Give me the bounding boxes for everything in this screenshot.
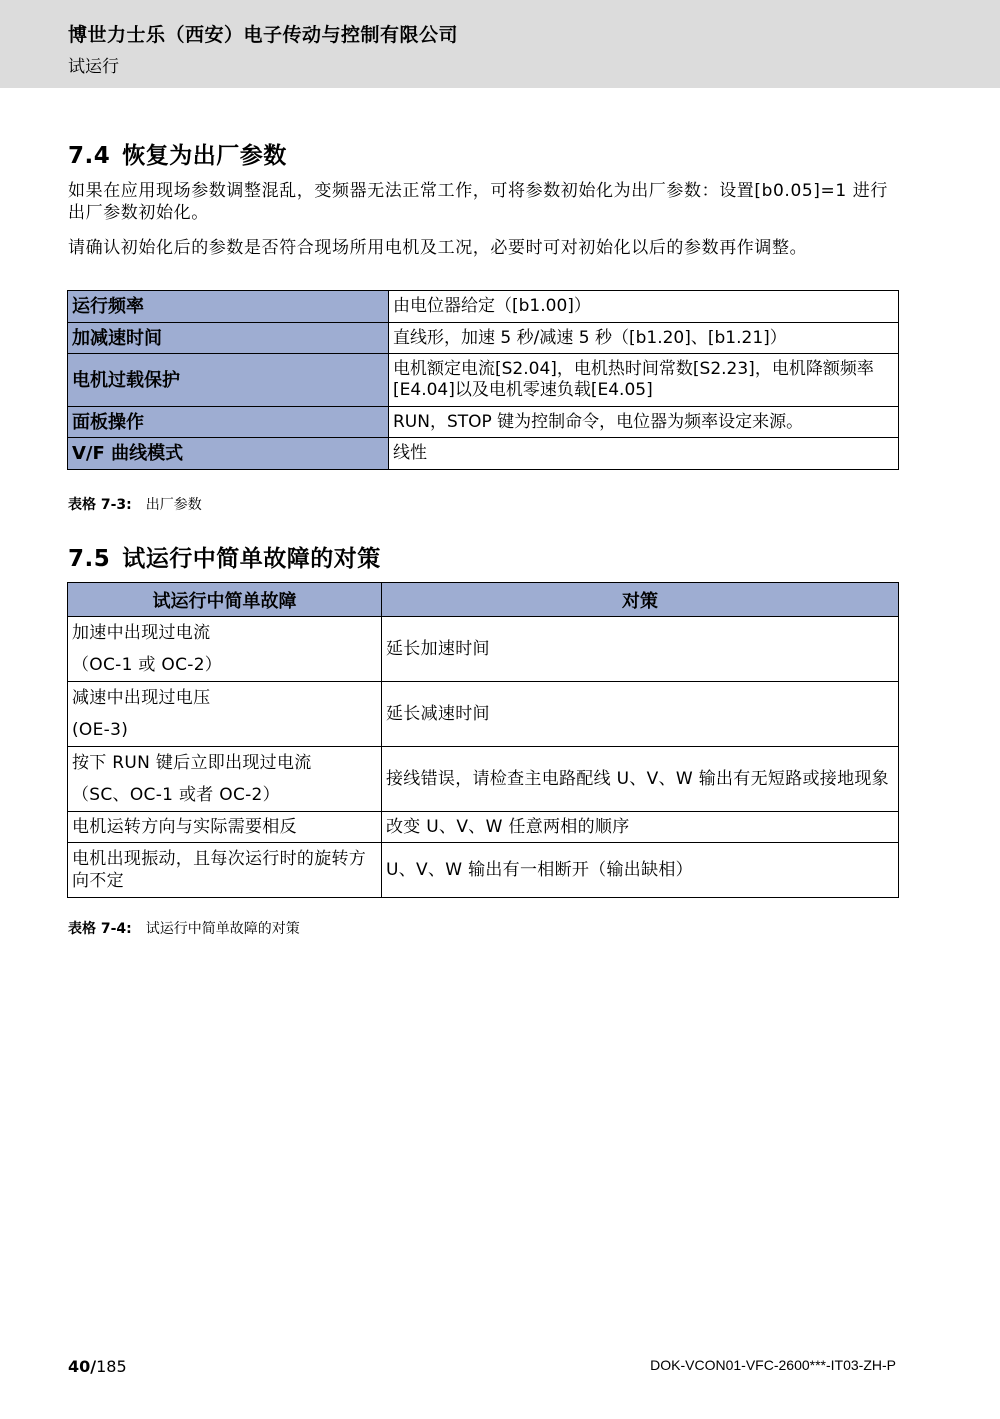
table-caption-7-4 [68, 918, 300, 938]
table-row [68, 438, 899, 470]
param-key: V/F 曲线模式 [68, 438, 389, 470]
param-key: 电机过载保护 [68, 354, 389, 407]
param-value: 电机额定电流[S2.04]，电机热时间常数[S2.23]，电机降额频率[E4.04]以及电机零速负载[E4.05] [389, 354, 899, 407]
fault-cell: 电机出现振动，且每次运行时的旋转方向不定 [68, 843, 382, 898]
paragraph-reset-intro: 如果在应用现场参数调整混乱，变频器无法正常工作，可将参数初始化为出厂参数：设置[b0.05]=1 进行出厂参数初始化。 [68, 181, 888, 223]
chapter-title: 试运行 [68, 57, 119, 77]
param-value: 线性 [389, 438, 899, 470]
fault-cell [68, 747, 382, 812]
paragraph-reset-note: 请确认初始化后的参数是否符合现场所用电机及工况，必要时可对初始化以后的参数再作调整。 [68, 238, 808, 258]
table-row [68, 291, 899, 323]
caption-label: 表格 7-4: [68, 921, 132, 937]
fault-cell [68, 617, 382, 682]
column-header-remedy: 对策 [382, 583, 899, 617]
fault-cell: 电机运转方向与实际需要相反 [68, 812, 382, 843]
table-row [68, 682, 899, 747]
table-row [68, 747, 899, 812]
remedy-cell: 延长减速时间 [382, 682, 899, 747]
param-value: 由电位器给定（[b1.00]） [389, 291, 899, 323]
table-caption-7-3 [68, 494, 202, 514]
fault-text: 减速中出现过电压 [72, 688, 211, 708]
company-name: 博世力士乐（西安）电子传动与控制有限公司 [68, 24, 459, 46]
page-current: 40/ [68, 1357, 97, 1376]
page-header [0, 0, 1000, 88]
document-id: DOK-VCON01-VFC-2600***-IT03-ZH-P [650, 1357, 896, 1373]
param-key: 面板操作 [68, 407, 389, 438]
fault-code: （SC、OC-1 或者 OC-2） [72, 785, 280, 805]
section-number: 7.4 [68, 143, 111, 169]
param-key: 运行频率 [68, 291, 389, 323]
factory-params-table [67, 290, 899, 470]
param-key: 加减速时间 [68, 323, 389, 354]
table-row [68, 812, 899, 843]
page-total: 185 [96, 1357, 127, 1376]
table-row [68, 354, 899, 407]
caption-label: 表格 7-3: [68, 497, 132, 513]
fault-text: 加速中出现过电流 [72, 623, 211, 643]
remedy-cell: 改变 U、V、W 任意两相的顺序 [382, 812, 899, 843]
caption-text: 试运行中简单故障的对策 [145, 921, 300, 937]
table-row [68, 617, 899, 682]
fault-cell [68, 682, 382, 747]
remedy-cell: 接线错误，请检查主电路配线 U、V、W 输出有无短路或接地现象 [382, 747, 899, 812]
fault-code: （OC-1 或 OC-2） [72, 655, 223, 675]
table-row [68, 843, 899, 898]
fault-code: (OE-3) [72, 720, 129, 740]
table-row [68, 323, 899, 354]
section-number: 7.5 [68, 546, 111, 572]
section-title: 试运行中简单故障的对策 [122, 546, 381, 572]
page-number [68, 1357, 127, 1376]
table-row [68, 407, 899, 438]
section-heading-7-5 [68, 540, 381, 573]
troubleshooting-table [67, 582, 899, 898]
param-value: RUN，STOP 键为控制命令，电位器为频率设定来源。 [389, 407, 899, 438]
table-header-row [68, 583, 899, 617]
remedy-cell: 延长加速时间 [382, 617, 899, 682]
section-title: 恢复为出厂参数 [122, 143, 287, 169]
section-heading-7-4 [68, 137, 287, 170]
column-header-fault: 试运行中简单故障 [68, 583, 382, 617]
remedy-cell: U、V、W 输出有一相断开（输出缺相） [382, 843, 899, 898]
caption-text: 出厂参数 [145, 497, 202, 513]
param-value: 直线形，加速 5 秒/减速 5 秒（[b1.20]、[b1.21]） [389, 323, 899, 354]
fault-text: 按下 RUN 键后立即出现过电流 [72, 753, 312, 773]
